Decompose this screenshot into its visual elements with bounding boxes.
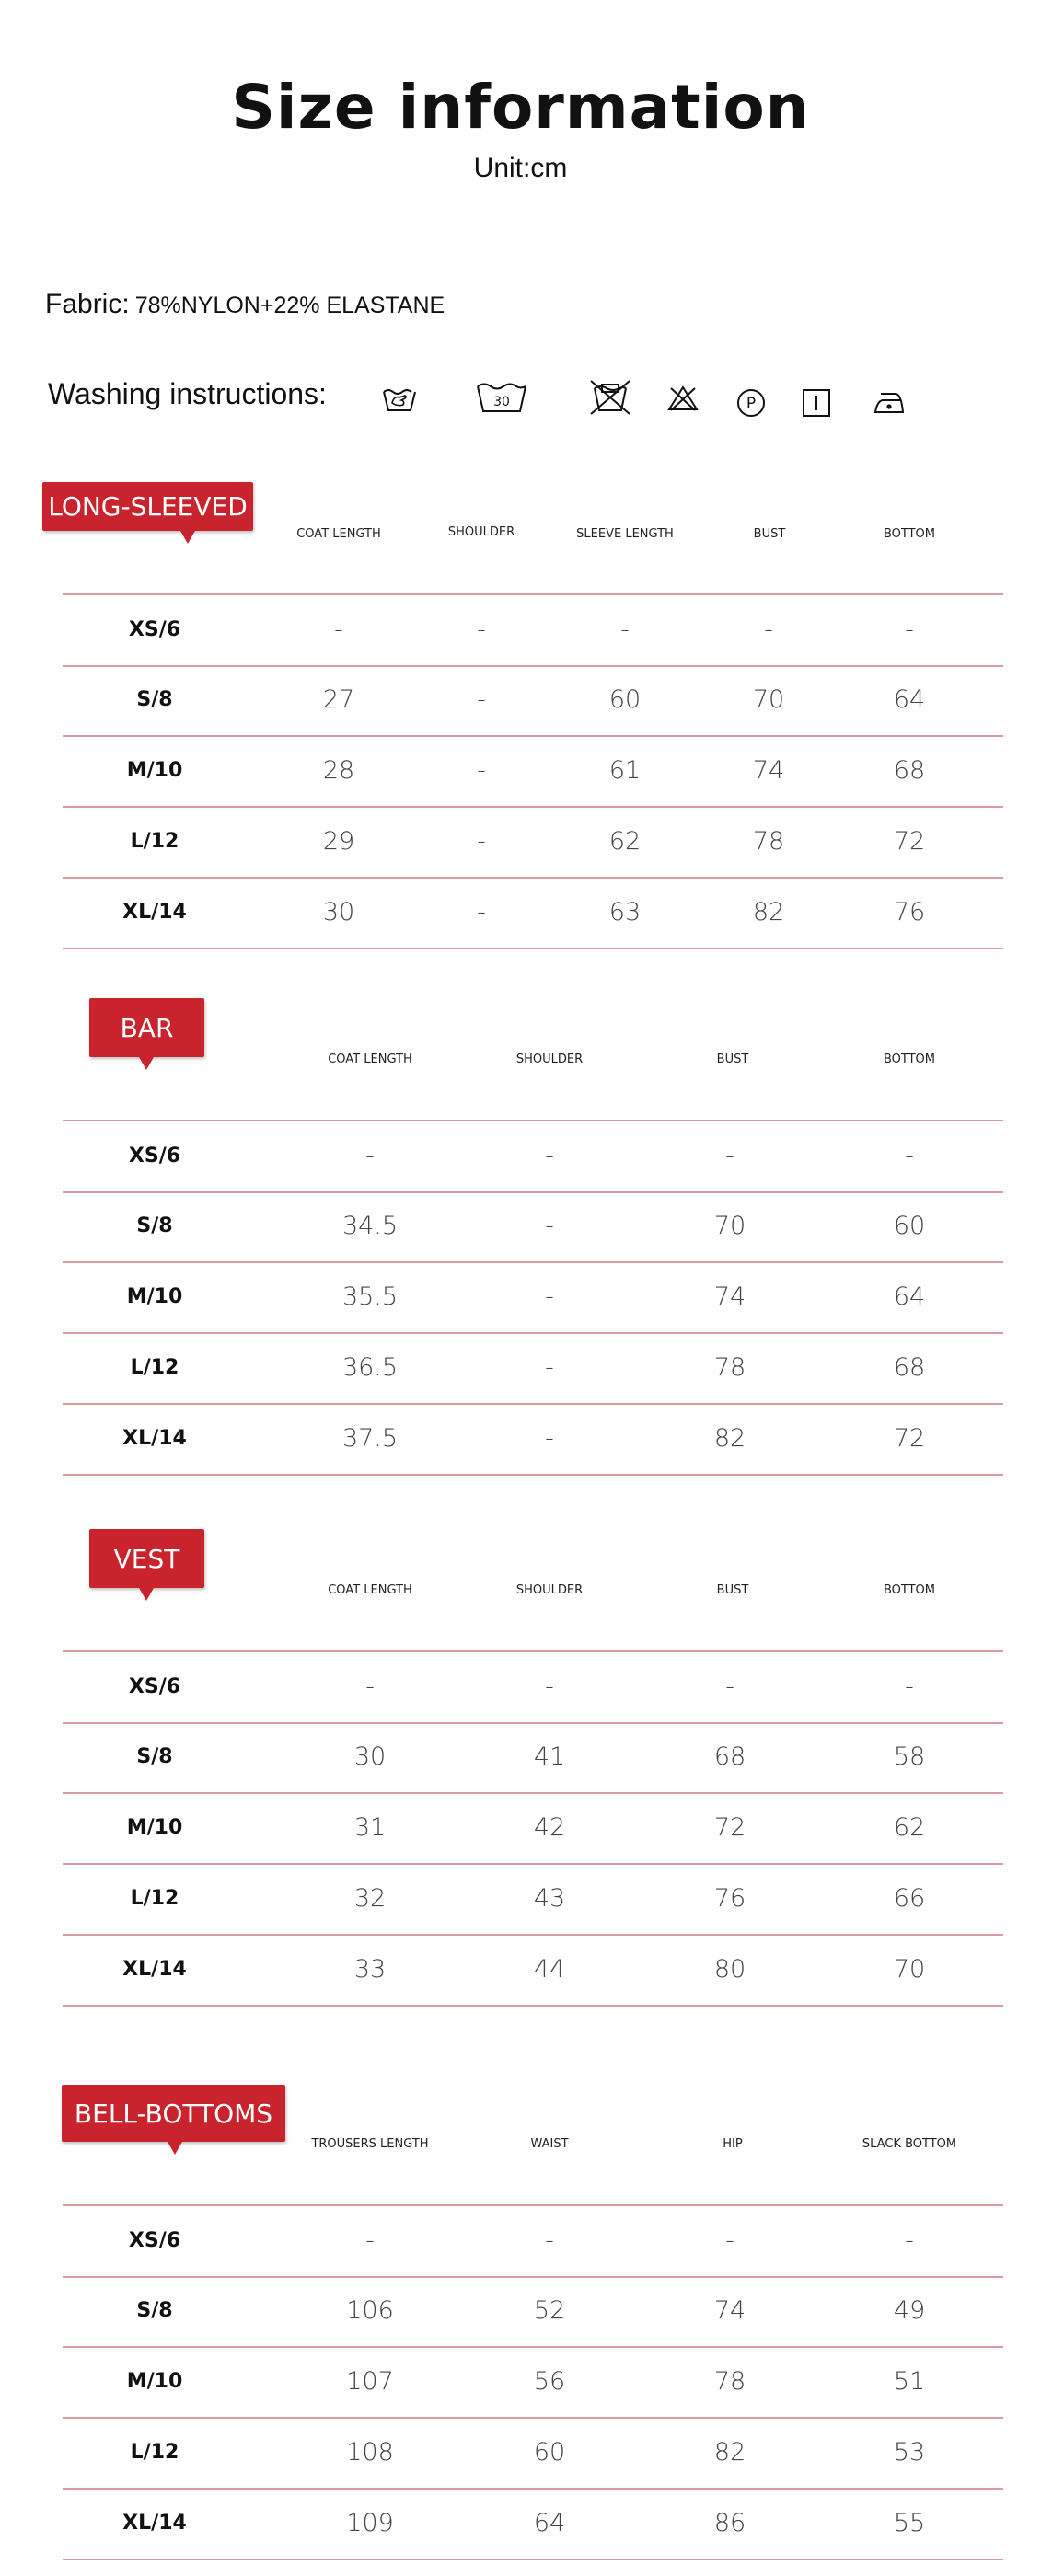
col-header-trousers-length: TROUSERS LENGTH [311,2137,429,2151]
cell: 70 [752,685,785,714]
col-header-coat-length: COAT LENGTH [328,1052,412,1066]
cell: 61 [608,756,642,785]
cell: 35.5 [341,1282,399,1311]
cell: 74 [713,2296,746,2325]
table-row [63,1935,1003,2007]
size-label: M/10 [126,1816,183,1839]
cell: 34.5 [341,1212,399,1240]
unit-label: Unit:cm [473,153,568,183]
cell: 31 [353,1813,387,1842]
cell: 106 [346,2296,394,2325]
col-header-sleeve-length: SLEEVE LENGTH [576,527,674,541]
size-label: M/10 [126,2370,183,2393]
cell: 30 [322,898,355,926]
tag-vest [89,1529,204,1588]
cell: 60 [608,685,642,714]
table-row [63,1722,1003,1794]
table-row [63,2204,1003,2278]
fabric-label: Fabric: [45,289,130,319]
cell: 60 [533,2438,566,2467]
cell: 78 [713,1353,746,1382]
cell: - [905,1142,914,1170]
cell: 63 [608,898,642,926]
size-label: S/8 [136,1214,173,1237]
cell: 60 [893,1212,926,1240]
wash-30-icon [475,381,528,414]
table-row [63,1191,1003,1263]
size-label: M/10 [126,759,183,782]
col-header-slack-bottom: SLACK BOTTOM [862,2137,957,2151]
cell: - [764,615,773,644]
size-label: XS/6 [128,1675,181,1698]
washing-label: Washing instructions: [48,377,327,410]
cell: 68 [713,1742,746,1771]
tag-bell-bottoms [62,2085,285,2142]
table-row [63,807,1003,879]
table-row [63,2276,1003,2348]
cell: 76 [713,1884,746,1913]
cell: 43 [533,1884,566,1913]
cell: 44 [533,1955,566,1984]
cell: - [545,1212,554,1240]
cell: 108 [346,2438,394,2467]
cell: 78 [713,2367,746,2396]
cell: 66 [893,1884,926,1913]
cell: - [905,1673,914,1701]
cell: - [545,2226,554,2255]
col-header-shoulder: SHOULDER [515,1583,584,1597]
table-row [63,2418,1003,2490]
cell: - [620,615,630,644]
size-label: XS/6 [128,618,181,641]
cell: 70 [893,1955,926,1984]
cell: 41 [533,1742,566,1771]
cell: 55 [893,2509,926,2537]
cell: 82 [713,2438,746,2467]
cell: 72 [713,1813,746,1842]
size-label: L/12 [130,2441,179,2464]
fabric-value: 78%NYLON+22% ELASTANE [134,293,445,318]
cell: 32 [353,1884,387,1913]
size-label: XL/14 [122,2512,187,2535]
table-row [63,1262,1003,1334]
size-label: L/12 [130,830,179,853]
tag-bar [89,998,204,1057]
col-header-shoulder: SHOULDER [447,525,515,539]
col-header-bust: BUST [716,1583,749,1597]
size-label: XS/6 [128,2229,181,2252]
cell: - [365,1673,375,1701]
cell: 68 [893,1353,926,1382]
size-label: S/8 [136,688,173,711]
size-label: XS/6 [128,1144,181,1167]
tag-label: LONG-SLEEVED [48,491,248,522]
table-row [63,878,1003,949]
col-header-bottom: BOTTOM [883,527,936,541]
col-header-bust: BUST [753,527,786,541]
cell: 51 [893,2367,926,2396]
cell: 64 [533,2509,566,2537]
col-header-bottom: BOTTOM [883,1052,936,1066]
table-row [63,593,1003,667]
wash-30-text: 30 [493,395,510,409]
cell: 56 [533,2367,566,2396]
table-row [63,736,1003,808]
fabric-info [45,289,445,320]
cell: 107 [346,2367,394,2396]
page-title: Size information [231,72,810,143]
cell: - [905,2226,914,2255]
cell: 86 [713,2509,746,2537]
cell: - [905,615,914,644]
cell: 30 [353,1742,387,1771]
cell: 72 [893,827,926,856]
table-row [63,665,1003,737]
tag-long-sleeved [42,482,253,531]
cell: - [477,615,486,644]
col-header-coat-length: COAT LENGTH [296,527,381,541]
cell: 74 [752,756,785,785]
cell: 27 [322,685,355,714]
cell: 68 [893,756,926,785]
size-label: L/12 [130,1887,179,1910]
table-row [63,1864,1003,1936]
do-not-bleach-icon [667,385,699,412]
cell: 78 [752,827,785,856]
iron-low-icon [873,386,907,416]
cell: 82 [713,1424,746,1453]
cell: 53 [893,2438,926,2467]
table-row [63,1120,1003,1193]
cell: - [477,685,486,714]
table-row [63,1333,1003,1405]
col-header-coat-length: COAT LENGTH [328,1583,412,1597]
size-label: S/8 [136,1745,173,1768]
dry-clean-p-icon [735,387,767,419]
dry-clean-p-text: P [746,395,757,413]
size-label: XL/14 [122,1958,187,1981]
cell: 33 [353,1955,387,1984]
size-label: L/12 [130,1356,179,1379]
cell: - [545,1282,554,1311]
do-not-tumble-dry-icon [589,379,631,416]
cell: 29 [322,827,355,856]
hand-wash-icon [381,383,418,414]
line-dry-icon [802,388,831,418]
cell: - [334,615,343,644]
cell: - [477,827,486,856]
size-label: S/8 [136,2299,173,2322]
cell: - [545,1353,554,1382]
cell: 58 [893,1742,926,1771]
cell: 36.5 [341,1353,399,1382]
cell: - [725,1142,734,1170]
cell: 28 [322,756,355,785]
cell: - [365,1142,375,1170]
cell: - [725,2226,734,2255]
cell: 72 [893,1424,926,1453]
cell: 64 [893,1282,926,1311]
col-header-bust: BUST [716,1052,749,1066]
table-row [63,1793,1003,1865]
tag-label: BAR [120,1012,174,1043]
size-label: M/10 [126,1285,183,1308]
cell: 49 [893,2296,926,2325]
cell: 37.5 [341,1424,399,1453]
col-header-shoulder: SHOULDER [515,1052,584,1066]
cell: 76 [893,898,926,926]
cell: 62 [893,1813,926,1842]
col-header-hip: HIP [723,2137,743,2151]
size-label: XL/14 [122,901,187,924]
table-row [63,2347,1003,2419]
cell: - [365,2226,375,2255]
table-row [63,1404,1003,1476]
col-header-bottom: BOTTOM [883,1583,936,1597]
cell: - [545,1142,554,1170]
cell: 64 [893,685,926,714]
col-header-waist: WAIST [530,2137,569,2151]
tag-label: VEST [113,1543,180,1574]
size-label: XL/14 [122,1427,187,1450]
cell: 62 [608,827,642,856]
cell: 74 [713,1282,746,1311]
cell: 80 [713,1955,746,1984]
cell: - [477,756,486,785]
cell: 82 [752,898,785,926]
table-row [63,1650,1003,1724]
cell: - [545,1673,554,1701]
cell: - [545,1424,554,1453]
cell: - [725,1673,734,1701]
tag-label: BELL-BOTTOMS [74,2098,273,2129]
cell: 109 [346,2509,394,2537]
cell: 52 [533,2296,566,2325]
cell: 42 [533,1813,566,1842]
cell: - [477,898,486,926]
cell: 70 [713,1212,746,1240]
table-row [63,2489,1003,2560]
